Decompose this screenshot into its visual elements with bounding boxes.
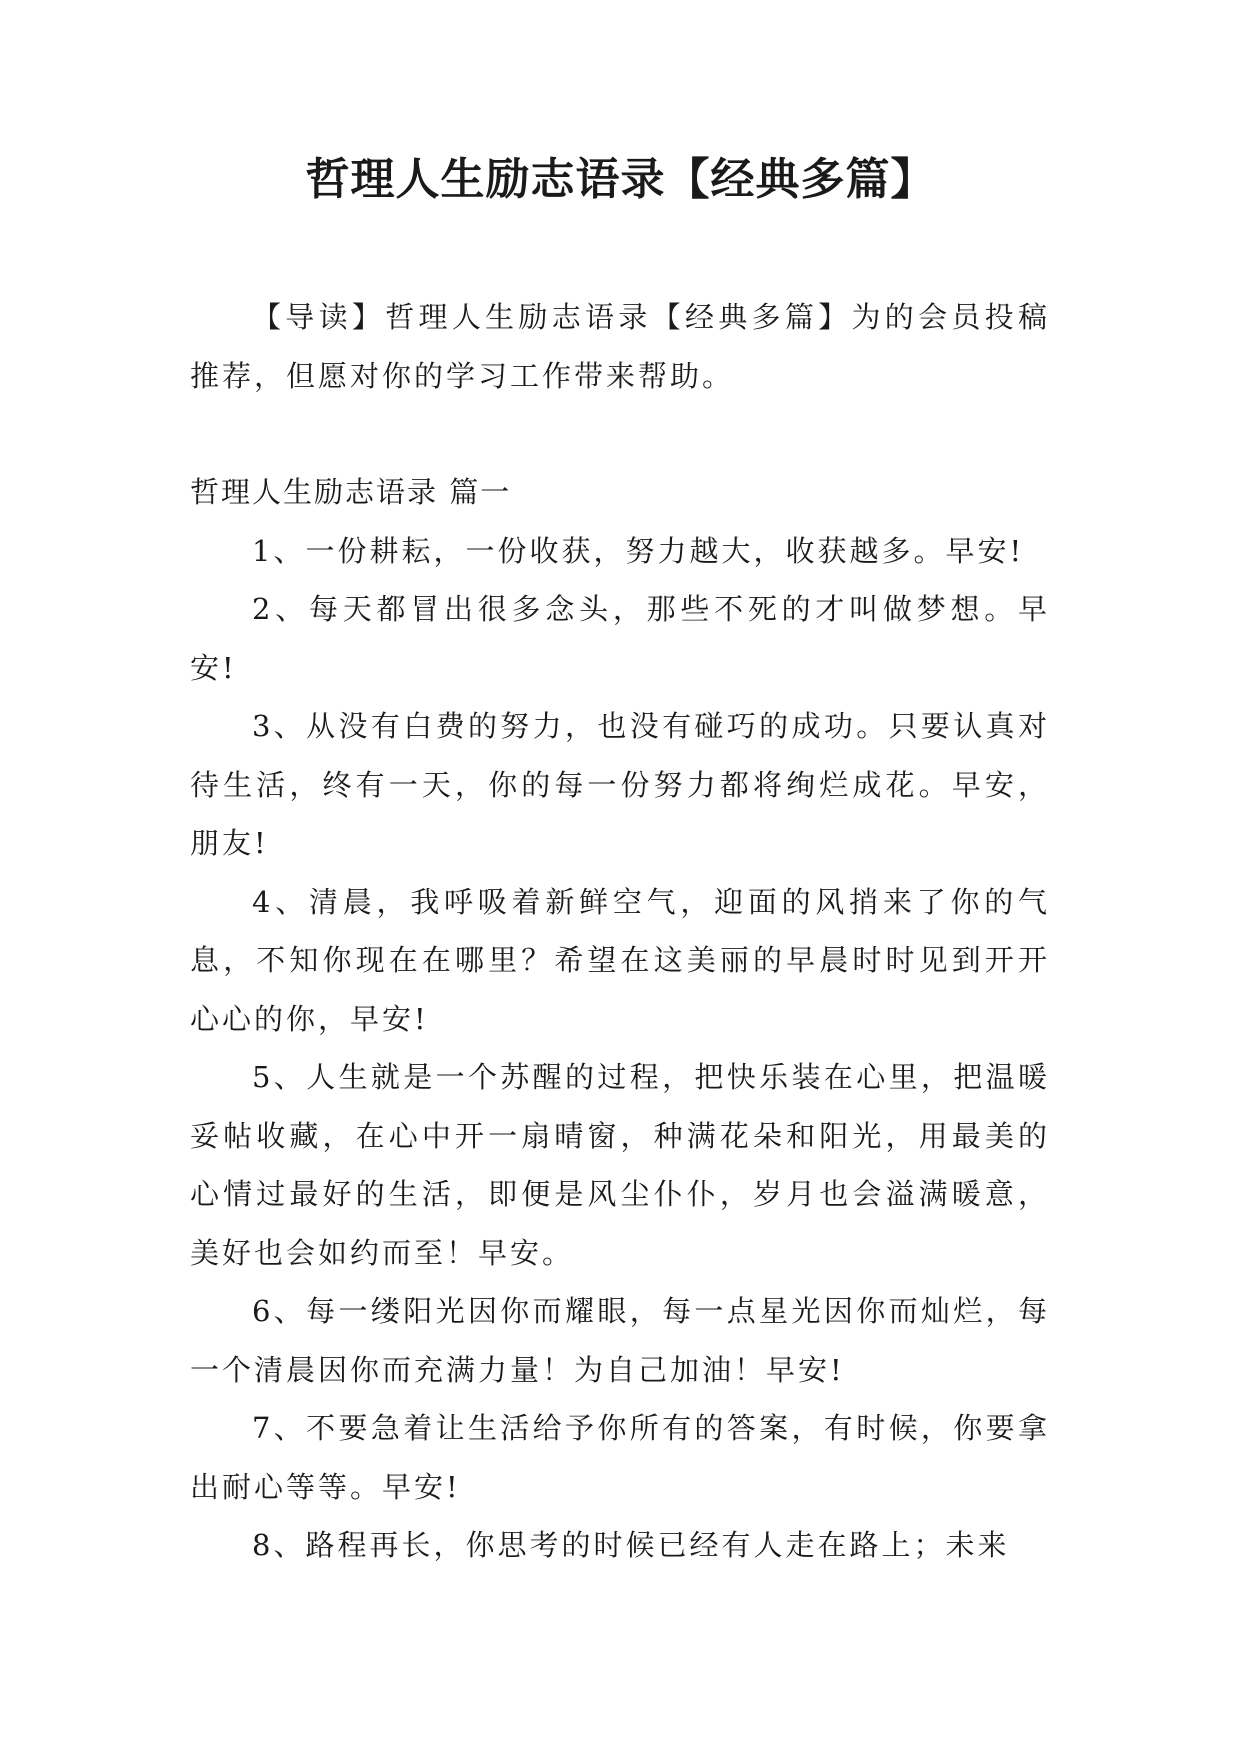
document-body (190, 288, 1050, 1575)
list-item: 1、一份耕耘，一份收获，努力越大，收获越多。早安! (252, 533, 1025, 568)
section-heading: 哲理人生励志语录 篇一 (190, 475, 512, 509)
list-item: 6、每一缕阳光因你而耀眼，每一点星光因你而灿烂，每一个清晨因你而充满力量！为自己加油！早安! (190, 1294, 1050, 1387)
list-item: 7、不要急着让生活给予你所有的答案，有时候，你要拿出耐心等等。早安! (190, 1411, 1050, 1504)
document-title: 哲理人生励志语录【经典多篇】 (305, 154, 936, 205)
list-item: 8、路程再长，你思考的时候已经有人走在路上；未来 (252, 1528, 1010, 1562)
list-item: 2、每天都冒出很多念头，那些不死的才叫做梦想。早安! (190, 592, 1050, 685)
list-item: 4、清晨，我呼吸着新鲜空气，迎面的风捎来了你的气息，不知你现在在哪里？希望在这美丽的早晨时时见到开开心心的你，早安! (190, 884, 1050, 1036)
list-item: 5、人生就是一个苏醒的过程，把快乐装在心里，把温暖妥帖收藏，在心中开一扇晴窗，种满花朵和阳光，用最美的心情过最好的生活，即便是风尘仆仆，岁月也会溢满暖意，美好也会如约而至！早安。 (190, 1060, 1050, 1270)
list-item: 3、从没有白费的努力，也没有碰巧的成功。只要认真对待生活，终有一天，你的每一份努力都将绚烂成花。早安，朋友! (190, 709, 1050, 860)
intro-paragraph: 【导读】哲理人生励志语录【经典多篇】为的会员投稿推荐，但愿对你的学习工作带来帮助。 (190, 300, 1050, 393)
